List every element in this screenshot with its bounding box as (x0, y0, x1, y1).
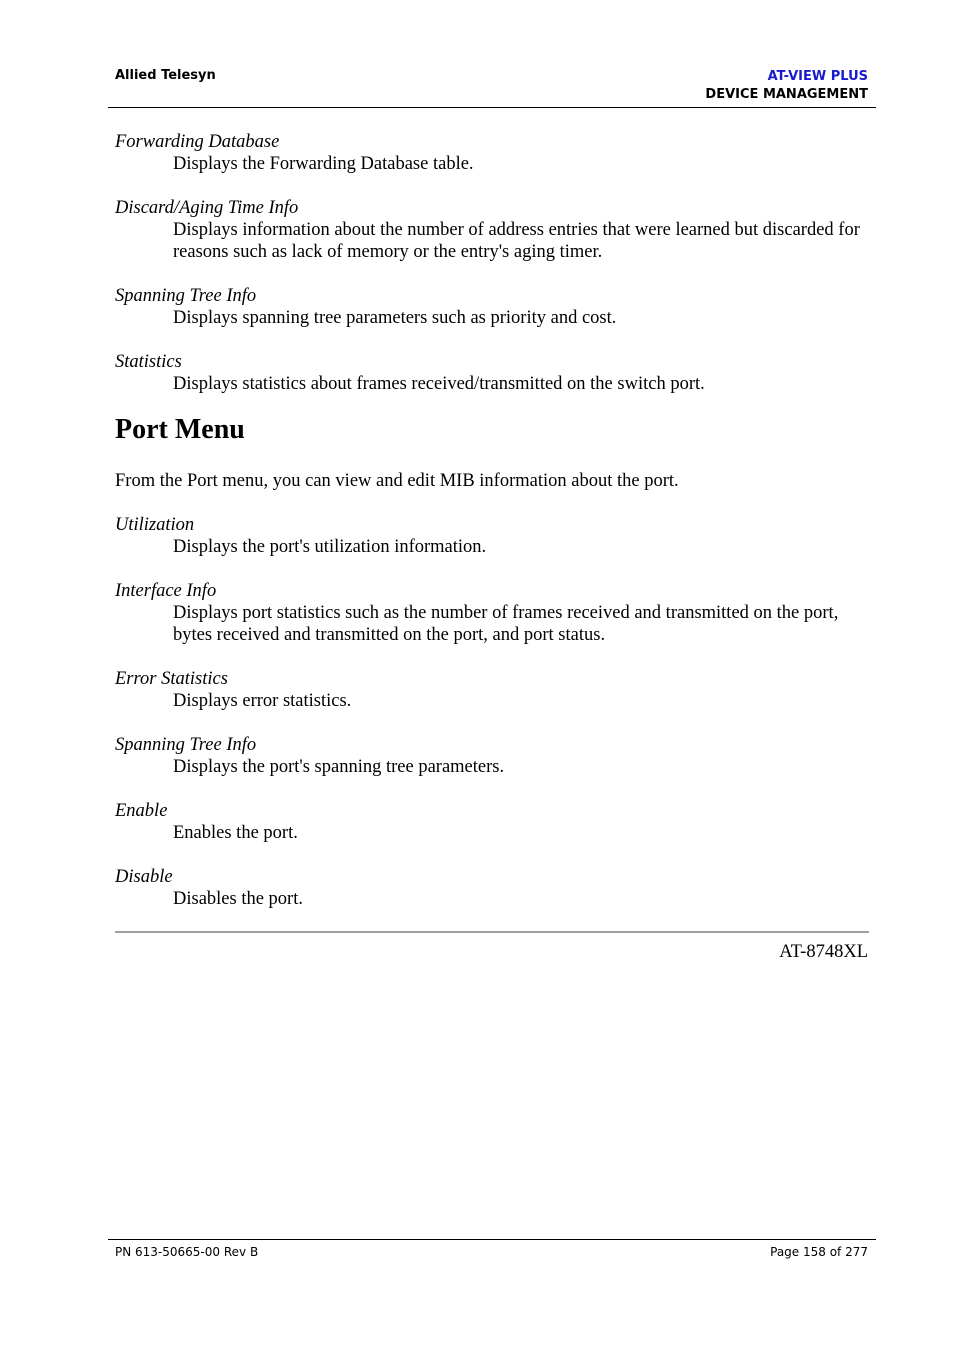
product-code: AT-8748XL (779, 942, 868, 962)
definition-entry (115, 734, 870, 778)
page-content (115, 131, 870, 910)
definition-description: Disables the port. (173, 889, 303, 909)
definition-entry (115, 800, 870, 844)
definition-description: Displays the port's spanning tree parameters. (173, 757, 505, 777)
definition-term: Error Statistics (115, 669, 228, 689)
definition-description: Displays the Forwarding Database table. (173, 154, 474, 174)
definition-description: Displays spanning tree parameters such as priority and cost. (173, 308, 617, 328)
definition-description: Displays error statistics. (173, 691, 352, 711)
page-number: Page 158 of 277 (770, 1245, 868, 1259)
definition-description: Displays port statistics such as the number of frames received and transmitted on the port, bytes received and transmitted on the port, and port status. (173, 603, 839, 645)
definition-term: Statistics (115, 352, 182, 372)
section-intro: From the Port menu, you can view and edit MIB information about the port. (115, 471, 679, 491)
definition-entry (115, 131, 870, 175)
definition-entry (115, 514, 870, 558)
definition-term: Disable (115, 867, 173, 887)
definition-entry (115, 668, 870, 712)
definition-term: Spanning Tree Info (115, 735, 257, 755)
definition-description: Enables the port. (173, 823, 298, 843)
definition-term: Discard/Aging Time Info (115, 198, 299, 218)
definition-term: Interface Info (115, 581, 217, 601)
definition-term: Forwarding Database (115, 132, 280, 152)
company-name: Allied Telesyn (115, 68, 216, 83)
definition-term: Spanning Tree Info (115, 286, 257, 306)
definition-description: Displays the port's utilization information. (173, 537, 487, 557)
footer-divider (108, 1239, 876, 1240)
definition-entry (115, 197, 870, 263)
definition-description: Displays information about the number of address entries that were learned but discarded for reasons such as lack of memory or the entry's aging timer. (173, 220, 860, 262)
header-divider (108, 107, 876, 108)
definition-description: Displays statistics about frames received/transmitted on the switch port. (173, 374, 705, 394)
part-number: PN 613-50665-00 Rev B (115, 1245, 259, 1259)
product-name: AT-VIEW PLUS (767, 69, 868, 84)
definition-term: Enable (115, 801, 168, 821)
definition-entry (115, 866, 870, 910)
definition-entry (115, 580, 870, 646)
header-product-block (705, 68, 868, 104)
definition-term: Utilization (115, 515, 195, 535)
section-end-divider (115, 931, 869, 933)
definition-entry (115, 285, 870, 329)
definition-entry (115, 351, 870, 395)
section-name: DEVICE MANAGEMENT (705, 87, 868, 102)
section-heading: Port Menu (115, 414, 245, 445)
